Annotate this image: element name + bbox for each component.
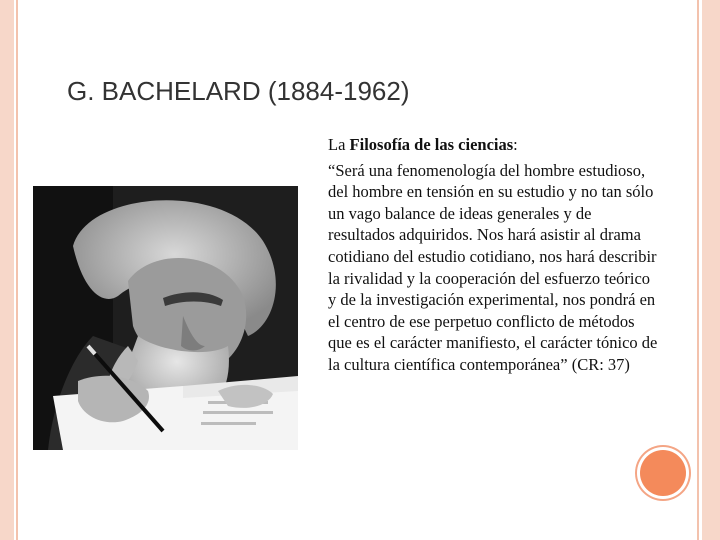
right-border-line [697, 0, 699, 540]
subheading-work-title: Filosofía de las ciencias [349, 135, 514, 154]
decorative-circle [640, 450, 686, 496]
subheading-suffix: : [513, 135, 518, 154]
left-border-band [0, 0, 14, 540]
subheading [328, 134, 658, 156]
subheading-prefix: La [328, 135, 350, 154]
left-border-line [16, 0, 18, 540]
quote-text-block [328, 134, 658, 376]
quote-paragraph: “Será una fenomenología del hombre estudioso, del hombre en tensión en su estudio y no tan sólo un vago balance de ideas generales y de resultados adquiridos. Nos hará asistir al drama cotidiano del estudio cotidiano, nos hará describir la rivalidad y la cooperación del esfuerzo teórico y de la investigación experimental, nos pondrá en el centro de ese perpetuo conflicto de métodos que es el carácter manifiesto, el carácter tónico de la cultura científica contemporánea” (CR: 37) [328, 160, 658, 374]
right-border-band [702, 0, 720, 540]
slide-title: G. BACHELARD (1884-1962) [67, 76, 410, 106]
bachelard-portrait-image [33, 186, 298, 450]
